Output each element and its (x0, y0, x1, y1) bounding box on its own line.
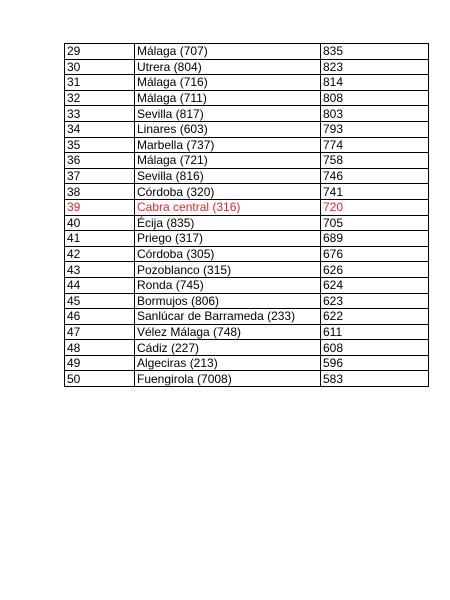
rank-cell: 46 (65, 309, 135, 325)
value-cell: 758 (321, 153, 429, 169)
table-row (65, 246, 429, 262)
rank-cell: 48 (65, 340, 135, 356)
table-row (65, 75, 429, 91)
location-cell: Ronda (745) (135, 277, 321, 293)
location-cell: Vélez Málaga (748) (135, 324, 321, 340)
rank-cell: 44 (65, 277, 135, 293)
value-cell: 626 (321, 262, 429, 278)
rank-cell: 45 (65, 293, 135, 309)
table-row (65, 59, 429, 75)
location-cell: Cádiz (227) (135, 340, 321, 356)
rank-cell: 40 (65, 215, 135, 231)
value-cell: 803 (321, 106, 429, 122)
location-cell: Sevilla (817) (135, 106, 321, 122)
value-cell: 720 (321, 199, 429, 215)
rank-cell: 47 (65, 324, 135, 340)
value-cell: 689 (321, 231, 429, 247)
rank-cell: 37 (65, 168, 135, 184)
rank-cell: 33 (65, 106, 135, 122)
location-cell: Linares (603) (135, 121, 321, 137)
location-cell: Málaga (711) (135, 90, 321, 106)
value-cell: 583 (321, 371, 429, 387)
rank-cell: 30 (65, 59, 135, 75)
rank-cell: 32 (65, 90, 135, 106)
location-cell: Fuengirola (7008) (135, 371, 321, 387)
value-cell: 823 (321, 59, 429, 75)
value-cell: 623 (321, 293, 429, 309)
rank-cell: 42 (65, 246, 135, 262)
location-cell: Cabra central (316) (135, 199, 321, 215)
value-cell: 705 (321, 215, 429, 231)
rank-cell: 29 (65, 44, 135, 60)
table-row (65, 215, 429, 231)
table-row (65, 262, 429, 278)
value-cell: 596 (321, 355, 429, 371)
location-cell: Málaga (721) (135, 153, 321, 169)
table-row (65, 153, 429, 169)
location-cell: Algeciras (213) (135, 355, 321, 371)
location-cell: Málaga (707) (135, 44, 321, 60)
value-cell: 676 (321, 246, 429, 262)
location-cell: Málaga (716) (135, 75, 321, 91)
location-cell: Priego (317) (135, 231, 321, 247)
rank-cell: 34 (65, 121, 135, 137)
rank-cell: 35 (65, 137, 135, 153)
value-cell: 746 (321, 168, 429, 184)
rank-cell: 38 (65, 184, 135, 200)
table-row-highlighted (65, 199, 429, 215)
location-cell: Marbella (737) (135, 137, 321, 153)
value-cell: 793 (321, 121, 429, 137)
ranking-table-body (65, 44, 429, 387)
value-cell: 774 (321, 137, 429, 153)
value-cell: 835 (321, 44, 429, 60)
table-row (65, 121, 429, 137)
table-row (65, 355, 429, 371)
rank-cell: 39 (65, 199, 135, 215)
location-cell: Córdoba (305) (135, 246, 321, 262)
table-row (65, 293, 429, 309)
location-cell: Écija (835) (135, 215, 321, 231)
rank-cell: 43 (65, 262, 135, 278)
location-cell: Bormujos (806) (135, 293, 321, 309)
table-row (65, 90, 429, 106)
location-cell: Córdoba (320) (135, 184, 321, 200)
rank-cell: 50 (65, 371, 135, 387)
table-row (65, 184, 429, 200)
location-cell: Pozoblanco (315) (135, 262, 321, 278)
value-cell: 608 (321, 340, 429, 356)
rank-cell: 49 (65, 355, 135, 371)
location-cell: Sevilla (816) (135, 168, 321, 184)
value-cell: 808 (321, 90, 429, 106)
value-cell: 622 (321, 309, 429, 325)
value-cell: 611 (321, 324, 429, 340)
table-row (65, 44, 429, 60)
value-cell: 814 (321, 75, 429, 91)
table-row (65, 324, 429, 340)
table-row (65, 106, 429, 122)
table-row (65, 277, 429, 293)
value-cell: 741 (321, 184, 429, 200)
table-row (65, 371, 429, 387)
table-row (65, 231, 429, 247)
table-row (65, 309, 429, 325)
rank-cell: 36 (65, 153, 135, 169)
location-cell: Sanlúcar de Barrameda (233) (135, 309, 321, 325)
rank-cell: 41 (65, 231, 135, 247)
ranking-table (64, 43, 429, 387)
value-cell: 624 (321, 277, 429, 293)
table-row (65, 137, 429, 153)
table-row (65, 340, 429, 356)
table-row (65, 168, 429, 184)
rank-cell: 31 (65, 75, 135, 91)
location-cell: Utrera (804) (135, 59, 321, 75)
